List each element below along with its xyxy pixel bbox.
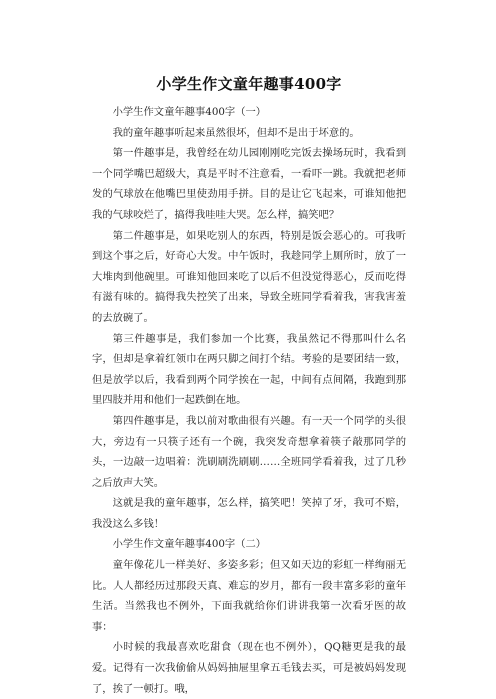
paragraph: 这就是我的童年趣事，怎么样，搞笑吧！笑掉了牙，我可不赔，我没这么多钱！	[92, 497, 406, 530]
paragraph: 小时候的我最喜欢吃甜食（现在也不例外），QQ糖更是我的最爱。记得有一次我偷偷从妈妈抽屉里拿五毛钱去买，可是被妈妈发现了，挨了一顿打。哦，	[92, 641, 406, 695]
paragraph: 我的童年趣事听起来虽然很坏，但却不是出于坏意的。	[112, 126, 360, 139]
document-title: 小学生作文童年趣事400字	[156, 75, 342, 93]
paragraph: 第一件趣事是，我曾经在幼儿园刚刚吃完饭去操场玩时，我看到一个同学嘴巴超级大，真是平时不注意看，一看吓一跳。我就把老师发的气球放在他嘴巴里使劲用手拼。目的是让它飞起来，可谁知他把我的气球咬烂了，搞得我哇哇大哭。怎么样，搞笑吧？	[92, 147, 406, 221]
paragraph: 第三件趣事是，我们参加一个比赛，我虽然记不得那叫什么名字，但却是拿着红领巾在两只脚之间打个结。考验的是要团结一致，但是放学以后，我看到两个同学挨在一起，中间有点间隔，我跑到那里四肢并用和他们一起跌倒在地。	[92, 332, 406, 407]
paragraph: 童年像花儿一样美好、多姿多彩；但又如天边的彩虹一样绚丽无比。人人都经历过那段天真、难忘的岁月，都有一段丰富多彩的童年生活。当然我也不例外，下面我就给你们讲讲我第一次看牙医的故事：	[92, 559, 406, 633]
paragraph: 第二件趣事是，如果吃别人的东西，特别是饭会恶心的。可我听到这个事之后，好奇心大发。中午饭时，我趁同学上厕所时，放了一大堆肉到他碗里。可谁知他回来吃了以后不但没觉得恶心，反而吃得有滋有味的。搞得我失控笑了出来，导致全班同学看着我，害我害羞的去放碗了。	[92, 229, 406, 324]
section-heading: 小学生作文童年趣事400字（二）	[112, 538, 267, 551]
paragraph: 第四件趣事是，我以前对歌曲很有兴趣。有一天一个同学的头很大，旁边有一只筷子还有一个碗，我突发奇想拿着筷子敲那同学的头，一边敲一边唱着：洗刷刷洗刷刷……全班同学看着我，过了几秒之后放声大笑。	[92, 414, 406, 489]
section-heading: 小学生作文童年趣事400字（一）	[112, 106, 267, 118]
